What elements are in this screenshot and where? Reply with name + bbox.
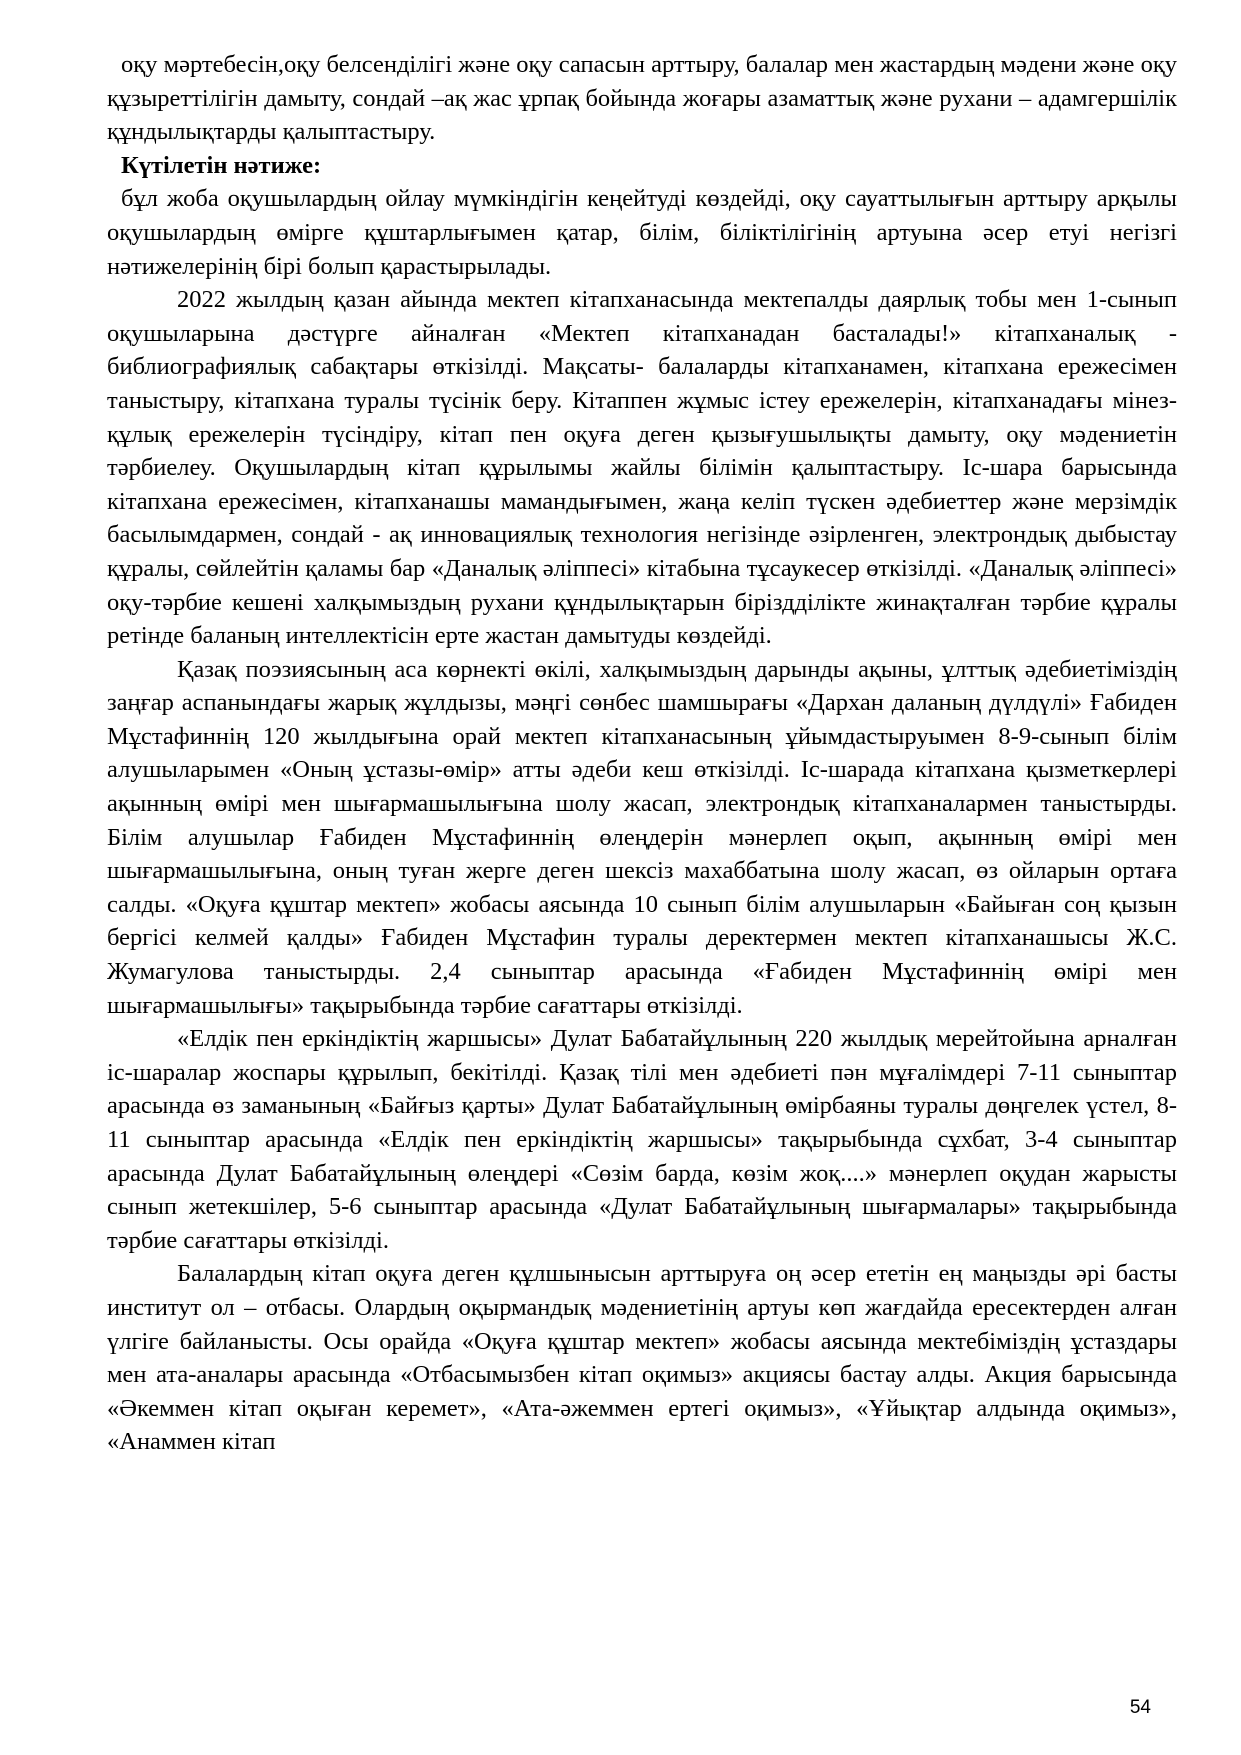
paragraph-gabiden-mustafin: Қазақ поэзиясының аса көрнекті өкілі, халқымыздың дарынды ақыны, ұлттық әдебиетіміздің заңғар аспанындағы жарық жұлдызы, мәңгі сөнбес шамшырағы «Дархан даланың дүлдүлі» Ғабиден Мұстафиннің 120 жылдығына орай мектеп кітапханасының ұйымдастыруымен 8-9-сынып білім алушыларымен «Оның ұстазы-өмір» атты әдеби кеш өткізілді. Іс-шарада кітапхана қызметкерлері ақынның өмірі мен шығармашылығына шолу жасап, электрондық кітапханалармен таныстырды. Білім алушылар Ғабиден Мұстафиннің өлеңдерін мәнерлеп оқып, ақынның өмірі мен шығармашылығына, оның туған жерге деген шексіз махаббатына шолу жасап, өз ойларын ортаға салды. «Оқуға құштар мектеп» жобасы аясында 10 сынып білім алушыларын «Байыған соң қызын бергісі келмей қалды» Ғабиден Мұстафин туралы деректермен мектеп кітапханашысы Ж.С. Жумагулова таныстырды. 2,4 сыныптар арасында «Ғабиден Мұстафиннің өмірі мен шығармашылығы» тақырыбында тәрбие сағаттары өткізілді. (107, 655, 1177, 1019)
page-number: 54 (1129, 1697, 1151, 1718)
paragraph-dulat-babataiuly: «Елдік пен еркіндіктің жаршысы» Дулат Бабатайұлының 220 жылдық мерейтойына арналған іс-шаралар жоспары құрылып, бекітілді. Қазақ тілі мен әдебиеті пән мұғалімдері 7-11 сыныптар арасында өз заманының «Байғыз қарты» Дулат Бабатайұлының өмірбаяны туралы дөңгелек үстел, 8-11 сыныптар арасында «Елдік пен еркіндіктің жаршысы» тақырыбында сұхбат, 3-4 сыныптар арасында Дулат Бабатайұлының өлеңдері «Сөзім барда, көзім жоқ....» мәнерлеп оқудан жарысты сынып жетекшілер, 5-6 сыныптар арасында «Дулат Бабатайұлының шығармалары» тақырыбында тәрбие сағаттары өткізілді. (107, 1025, 1177, 1254)
paragraph-library-lessons: 2022 жылдың қазан айында мектеп кітапханасында мектепалды даярлық тобы мен 1-сынып оқушыларына дәстүрге айналған «Мектеп кітапханадан басталады!» кітапханалық - библиографиялық сабақтары өткізілді. Мақсаты- балаларды кітапханамен, кітапхана ережесімен таныстыру, кітапхана туралы түсінік беру. Кітаппен жұмыс істеу ережелерін, кітапханадағы мінез-құлық ережелерін түсіндіру, кітап пен оқуға деген қызығушылықты дамыту, оқу мәдениетін тәрбиелеу. Оқушылардың кітап құрылымы жайлы білімін қалыптастыру. Іс-шара барысында кітапхана ережесімен, кітапханашы мамандығымен, жаңа келіп түскен әдебиеттер және мерзімдік басылымдармен, сондай - ақ инновациялық технология негізінде әзірленген, электрондық дыбыстау құралы, сөйлейтін қаламы бар «Даналық әліппесі» кітабына тұсаукесер өткізілді. «Даналық әліппесі» оқу-тәрбие кешені халқымыздың рухани құндылықтарын біріздділікте жинақталған тәрбие құралы ретінде баланың интеллектісін ерте жастан дамытуды көздейді. (107, 286, 1177, 650)
expected-result-heading: Күтілетін нәтиже: (121, 151, 322, 179)
paragraph-goals-continued: оқу мәртебесін,оқу белсенділігі және оқу сапасын арттыру, балалар мен жастардың мәдени және оқу құзыреттілігін дамыту, сондай –ақ жас ұрпақ бойында жоғары азаматтық және рухани – адамгершілік құндылықтарды қалыптастыру. (107, 51, 1177, 146)
page-content (107, 48, 1177, 1459)
paragraph-family-reading: Балалардың кітап оқуға деген құлшынысын арттыруға оң әсер ететін ең маңызды әрі басты институт ол – отбасы. Олардың оқырмандық мәдениетінің артуы көп жағдайда ересектерден алған үлгіге байланысты. Осы орайда «Оқуға құштар мектеп» жобасы аясында мектебіміздің ұстаздары мен ата-аналары арасында «Отбасымызбен кітап оқимыз» акциясы бастау алды. Акция барысында «Әкеммен кітап оқыған керемет», «Ата-әжеммен ертегі оқимыз», «Ұйықтар алдында оқимыз», «Анаммен кітап (107, 1260, 1177, 1456)
paragraph-expected-result: бұл жоба оқушылардың ойлау мүмкіндігін кеңейтуді көздейді, оқу сауаттылығын арттыру арқылы оқушылардың өмірге құштарлығымен қатар, білім, біліктілігінің артуына әсер етуі негізгі нәтижелерінің бірі болып қарастырылады. (107, 185, 1177, 280)
